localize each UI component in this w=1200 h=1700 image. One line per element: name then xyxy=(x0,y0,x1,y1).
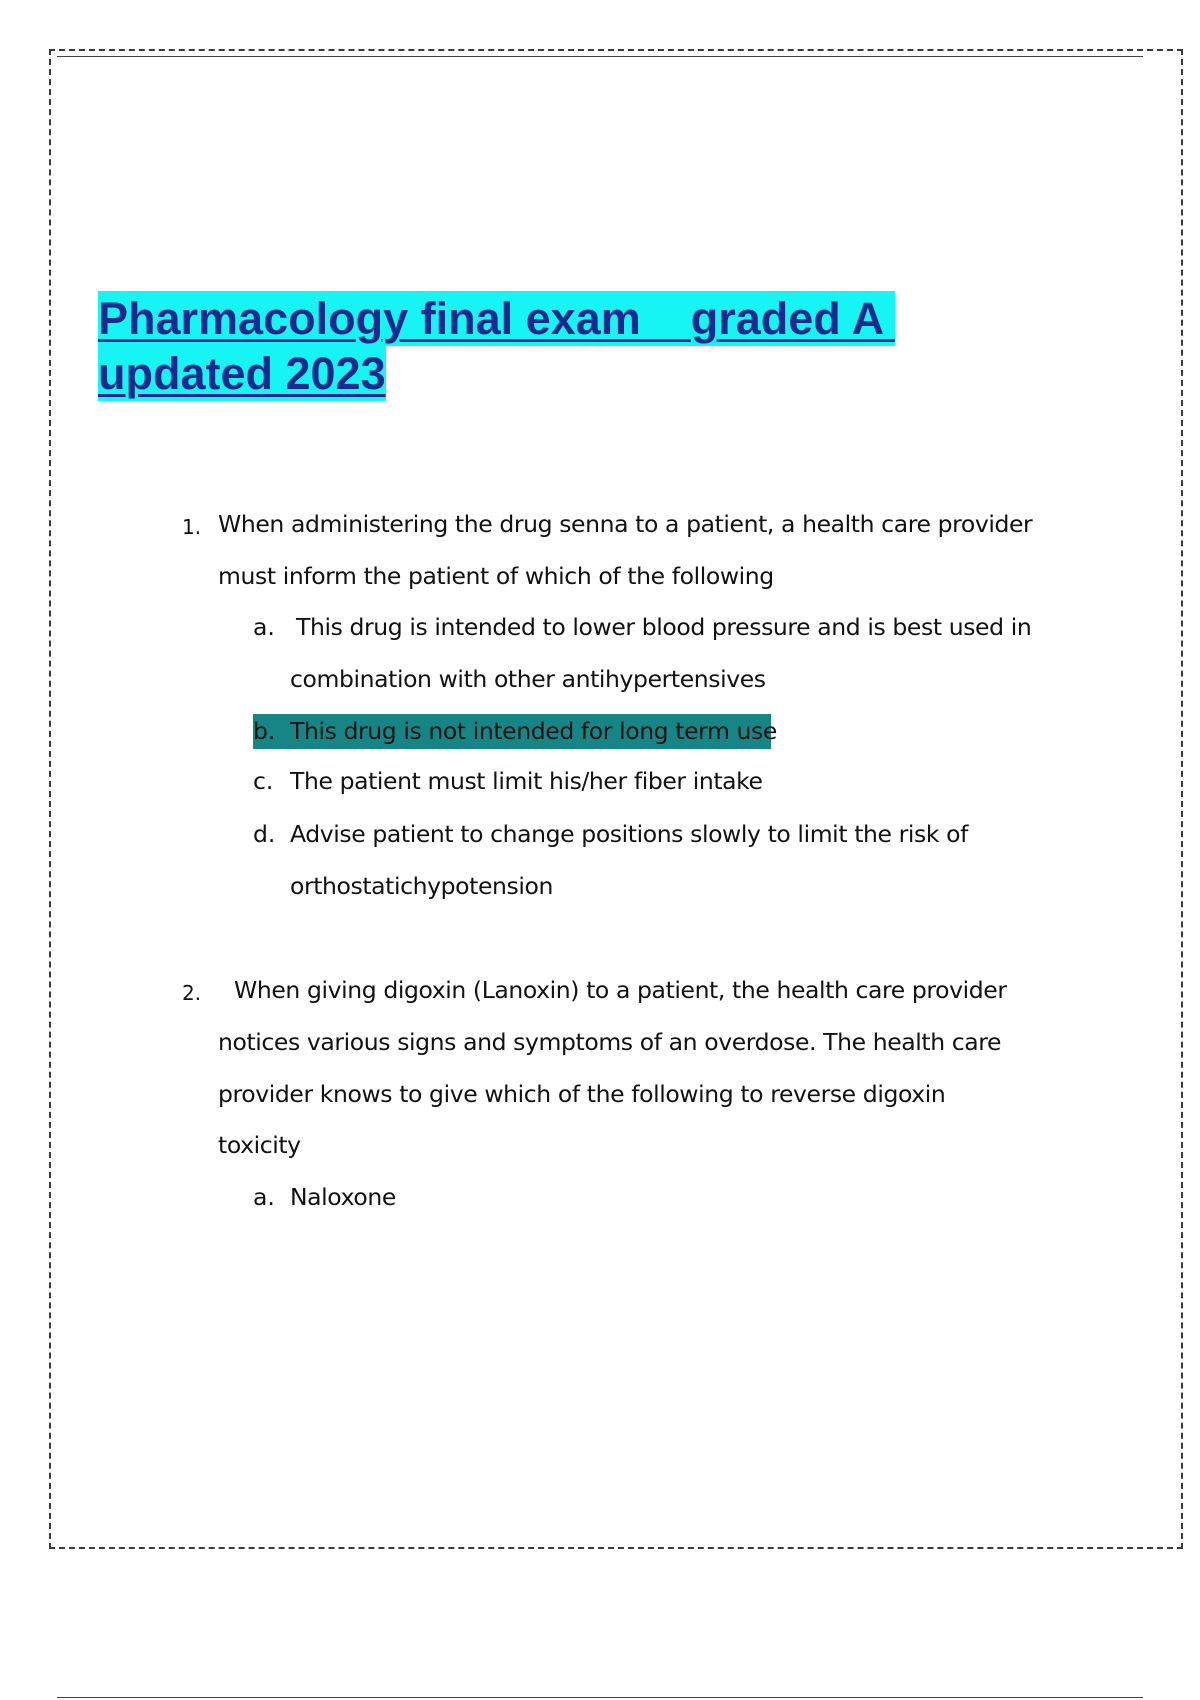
title-line-1: Pharmacology final exam graded A xyxy=(98,293,895,344)
question-1-option-a-line-2: combination with other antihypertensives xyxy=(290,665,766,693)
footer-rule xyxy=(57,1697,1143,1698)
header-rule xyxy=(57,56,1143,57)
question-1-option-a-letter: a. xyxy=(253,613,275,641)
document-title xyxy=(98,291,895,401)
question-1-text-line-2: must inform the patient of which of the following xyxy=(218,562,774,590)
question-1-text-line-1: When administering the drug senna to a patient, a health care provider xyxy=(218,510,1033,538)
question-2-text-line-4: toxicity xyxy=(218,1131,301,1159)
question-2-option-a-line-1: Naloxone xyxy=(290,1183,396,1211)
question-2-option-a-letter: a. xyxy=(253,1183,275,1211)
question-1-number: 1. xyxy=(182,515,202,539)
question-2-text-line-2: notices various signs and symptoms of an overdose. The health care xyxy=(218,1028,1002,1056)
question-1-option-b-line-1: This drug is not intended for long term use xyxy=(290,717,777,745)
question-1-option-b-letter: b. xyxy=(253,717,276,745)
page-frame xyxy=(49,49,1183,1549)
question-1-option-d-line-2: orthostatichypotension xyxy=(290,872,553,900)
question-1-option-c-line-1: The patient must limit his/her fiber intake xyxy=(290,767,763,795)
title-line-2: updated 2023 xyxy=(98,348,386,399)
question-1-option-c-letter: c. xyxy=(253,767,274,795)
question-2-number: 2. xyxy=(182,981,202,1005)
question-2-text-line-3: provider knows to give which of the following to reverse digoxin xyxy=(218,1080,946,1108)
question-1-option-d-line-1: Advise patient to change positions slowly to limit the risk of xyxy=(290,820,968,848)
question-1-option-d-letter: d. xyxy=(253,820,276,848)
question-2-text-line-1: When giving digoxin (Lanoxin) to a patient, the health care provider xyxy=(234,976,1007,1004)
question-1-option-a-line-1: This drug is intended to lower blood pressure and is best used in xyxy=(296,613,1032,641)
